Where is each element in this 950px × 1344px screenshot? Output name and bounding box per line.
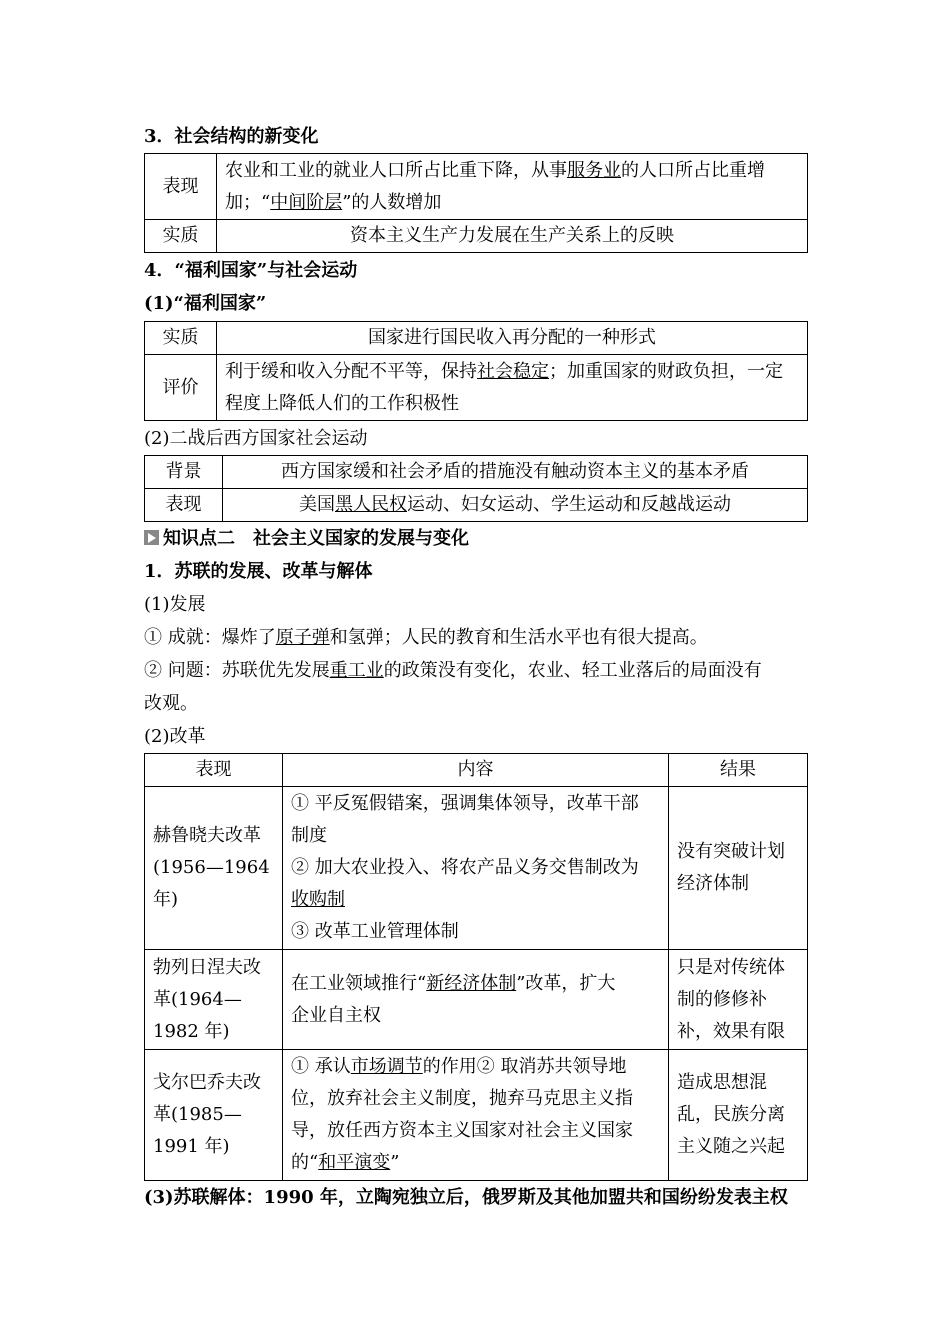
knowledge-point-2-title: 知识点二 社会主义国家的发展与变化 [144,522,808,555]
welfare-state-table [144,321,808,421]
underlined-term: 重工业 [329,660,384,681]
underlined-term: 和平演变 [318,1152,391,1173]
achievement-paragraph: ① 成就：爆炸了原子弹和氢弹；人民的教育和生活水平也有很大提高。 [144,627,708,648]
khrushchev-reform-content: ① 平反冤假错案，强调集体领导，改革干部 制度 ② 加大农业投入、将农产品义务交售制改为 收购制 ③ 改革工业管理体制 [283,787,669,950]
gorbachev-reform-result: 造成思想混 乱，民族分离 主义随之兴起 [669,1050,808,1181]
reform-subheading: (2)改革 [144,726,206,747]
social-movement-subheading: (2)二战后西方国家社会运动 [144,428,368,449]
reform-table [144,753,808,1181]
brezhnev-reform-content: 在工业领域推行“新经济体制”改革，扩大 企业自主权 [283,950,669,1050]
underlined-term: 原子弹 [275,627,330,648]
ussr-dissolution-paragraph: (3)苏联解体：1990 年，立陶宛独立后，俄罗斯及其他加盟共和国纷纷发表主权 [144,1187,788,1208]
underlined-term: 新经济体制 [426,972,517,994]
welfare-subheading: (1)“福利国家” [144,293,267,314]
section-4-heading: 4．“福利国家”与社会运动 [144,260,358,281]
problem-paragraph: ② 问题：苏联优先发展重工业的政策没有变化，农业、轻工业落后的局面没有 [144,660,762,681]
row-label-pingjia: 评价 [145,355,217,421]
social-structure-table [144,153,808,253]
problem-paragraph-cont: 改观。 [144,693,198,714]
underlined-term: 中间阶层 [270,191,343,213]
row-text-shizhi: 国家进行国民收入再分配的一种形式 [217,322,808,355]
section-3-heading: 3．社会结构的新变化 [144,126,319,147]
header-jieguo: 结果 [669,754,808,787]
brezhnev-reform-cell: 勃列日涅夫改 革(1964— 1982 年) [145,950,283,1050]
row-label-shizhi: 实质 [145,220,217,253]
row-label-shizhi: 实质 [145,322,217,355]
underlined-term: 服务业 [567,159,621,181]
row-label-beijing: 背景 [145,456,223,489]
play-arrow-icon [144,530,159,545]
row-text-biaoxian: 农业和工业的就业人口所占比重下降，从事服务业的人口所占比重增加；“中间阶层”的人数增加 [217,154,808,220]
underlined-term: 市场调节 [350,1056,423,1077]
row-text-shizhi: 资本主义生产力发展在生产关系上的反映 [217,220,808,253]
header-biaoxian: 表现 [145,754,283,787]
ussr-heading: 1．苏联的发展、改革与解体 [144,561,373,582]
row-text-beijing: 西方国家缓和社会矛盾的措施没有触动资本主义的基本矛盾 [223,456,808,489]
row-text-pingjia: 利于缓和收入分配不平等，保持社会稳定；加重国家的财政负担，一定程度上降低人们的工作积极性 [217,355,808,421]
header-neirong: 内容 [283,754,669,787]
development-subheading: (1)发展 [144,594,206,615]
row-label-biaoxian: 表现 [145,154,217,220]
khrushchev-reform-result: 没有突破计划 经济体制 [669,787,808,950]
khrushchev-reform-cell: 赫鲁晓夫改革 (1956—1964 年) [145,787,283,950]
brezhnev-reform-result: 只是对传统体 制的修修补 补，效果有限 [669,950,808,1050]
gorbachev-reform-cell: 戈尔巴乔夫改 革(1985— 1991 年) [145,1050,283,1181]
row-label-biaoxian: 表现 [145,489,223,522]
gorbachev-reform-content: ① 承认市场调节的作用② 取消苏共领导地 位，放弃社会主义制度，抛弃马克思主义指 导，放任西方资本主义国家对社会主义国家 的“和平演变” [283,1050,669,1181]
underlined-term: 社会稳定 [477,360,549,382]
underlined-term: 收购制 [291,889,345,910]
document-page [144,118,808,1214]
row-text-biaoxian: 美国黑人民权运动、妇女运动、学生运动和反越战运动 [223,489,808,522]
underlined-term: 黑人民权 [335,494,407,515]
social-movement-table [144,455,808,522]
